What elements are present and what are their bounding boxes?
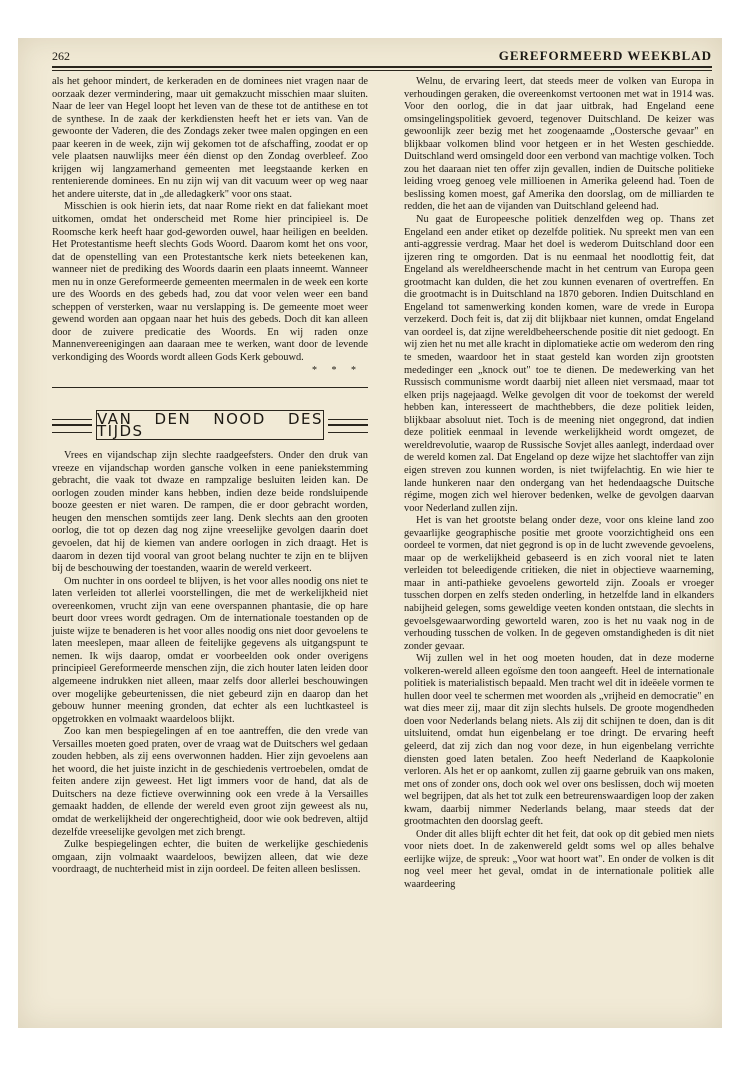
paragraph: Misschien is ook hierin iets, dat naar Rome riekt en dat faliekant moet uitkomen, omdat het onderscheid met Rome hier principieel is. De Roomsche kerk heeft haar god-geworden ouwel, haar heiligen en beelden. Het Protestantisme heeft slechts Gods Woord. Daarom komt het ons voor, dat de openstelling van een Protestantsche kerk niets beteekenen kan, wanneer niet de prediking des Woords daarin een plaats inneemt. Wanneer men nu in onze Gereformeerde gemeenten meermalen in de week een korte ure des Woords en des gebeds had, zou dat voor velen weer een band scheppen of versterken, waar nu verslapping is. De gemeente moet weer gewend worden aan opgaan naar het huis des gebeds. Doch dit kan alleen door de zuivere predicatie des Woords. En wij raden onze Mannenvereenigingen aan daaraan mee te werken, want door de levende verkondiging des Woords wordt alleen Gods Kerk gebouwd. (52, 201, 368, 364)
paragraph: Zoo kan men bespiegelingen af en toe aantreffen, die den vrede van Versailles moeten goed praten, over de vraag wat de Duitschers wel gedaan zouden hebben, als zij eens overwonnen hadden. Hier zijn gevoelens aan het woord, die het juiste inzicht in de geschiedenis vertroebelen, omdat de feiten andere zijn geweest. Het ligt immers voor de hand, dat als de Duitschers na deze fictieve overwinning ook een vrede à la Versailles gemaakt hadden, de ellende der wereld even groot zijn geweest als nu, omdat de werkelijkheid der ongerechtigheid, door wie ook bedreven, altijd dezelfde vreeselijke gevolgen met zich brengt. (52, 726, 368, 838)
section-heading (52, 410, 368, 440)
page-header (52, 46, 712, 64)
paragraph: Zulke bespiegelingen echter, die buiten de werkelijke geschiedenis omgaan, zijn volmaakt waardeloos, bewijzen alleen, dat wie deze voordraagt, de nuchterheid mist in zijn oordeel. De feiten alleen beslissen. (52, 839, 368, 876)
paragraph: Welnu, de ervaring leert, dat steeds meer de volken van Europa in verhoudingen geraken, die overeenkomst vertoonen met wat in 1914 was. Voor den oorlog, die in dat jaar uitbrak, had Engeland eene omsingelingspolitiek gevoerd, tegenover Duitschland. De keizer was gewoonlijk zeer bezig met het zoogenaamde „Oostersche gevaar" en blijkbaar volkomen blind voor hetgeen er in het Westen geschiedde. Duitschland werd omsingeld door een verbond van machtige volken. Toch zou het daaraan niet ten offer zijn gevallen, indien de Duitsche politieke leiding vroeg genoeg vele millioenen in Amerika geleend had. Toen de beslissing komen moest, gaf Amerika den doorslag, om de milliarden te redden, die het aan de vijanden van Duitschland geleend had. (404, 76, 714, 213)
paragraph: Nu gaat de Europeesche politiek denzelfden weg op. Thans zet Engeland een ander etiket op dezelfde politiek. Nu spreekt men van een anti-aggressie verdrag. Maar het doel is wederom Duitschland door een ijzeren ring te omgorden. Dat is nu eenmaal het noodlottig feit, dat Engeland als wereldheerschende macht in het centrum van Europa geen grootmacht kan dulden, die het zou kunnen evenaren of overtreffen. En die grootmacht is in Duitschland na 1870 geboren. Indien Duitschland en Engeland tot samenwerking konden komen, ware de vrede in Europa verzekerd. Doch feit is, dat zij dit blijkbaar niet kunnen, omdat Engeland van oordeel is, dat zijne wereldbeheerschende positie dit niet gedoogt. En wij zien het nu met alle kracht in diplomatieke actie om wederom den ring te smeden, waardoor het in staat gesteld kan worden zijn grootsten mededinger een „knock out" toe te dienen. De medewerking van het Russisch communisme wordt daarbij niet alleen niet versmaad, maar tot elken prijs nagejaagd. Welke gevolgen dit voor de toekomst der wereld hebben kan, interesseert de machthebbers, die deze politiek leiden, blijkbaar absoluut niet. Toch is de meening niet ongegrond, dat indien deze politiek eenmaal in levende werkelijkheid wordt omgezet, de wereldrevolutie, waarop de Russische Sovjet alles aanlegt, inderdaad over de wereld komen zal. Dat Engeland op deze wijze het slachtoffer van zijn eigen streven zou kunnen worden, is niet twijfelachtig. En wie hier te lande hunkeren naar den ondergang van het hedendaagsche Duitsche régime, mogen zich wel hierover bedenken, welke de gevolgen daarvan voor Nederland zullen zijn. (404, 214, 714, 514)
section-divider (52, 387, 368, 388)
left-column (52, 76, 368, 877)
section-title: VAN DEN NOOD DES TIJDS (97, 409, 323, 441)
right-column (404, 76, 714, 892)
section-stars: * * * (312, 364, 362, 376)
header-rule-thin (52, 70, 712, 71)
paragraph: Om nuchter in ons oordeel te blijven, is het voor alles noodig ons niet te laten verleiden tot allerlei voorstellingen, die met de werkelijkheid niet overeenkomen, vrucht zijn van eene overspannen phantasie, die op hare beurt door vrees wordt gedragen. Om de internationale toestanden op de juiste wijze te benaderen is het voor alles noodig ons niet door gevoelens te laten meeslepen, maar alleen de feitelijke gegevens als uitgangspunt te nemen. Ik wijs daarop, omdat er voorbeelden ook onder overigens principieel Gereformeerde menschen zijn, die zich houter laten leiden door algemeene indrukken niet alleen, maar zelfs door allerlei beschouwingen over mogelijke gebeurtenissen, die niet gebeurd zijn en daarop dan het gebouw hunner meening gronden, dat echter als een luchtkasteel is opgetrokken en volmaakt waardeloos blijkt. (52, 575, 368, 725)
journal-title: GEREFORMEERD WEEKBLAD (498, 48, 712, 63)
paragraph: als het gehoor mindert, de kerkeraden en de dominees niet vragen naar de oorzaak dezer vermindering, maar uit gemakzucht misschien maar sluiten. Naar de leer van Hegel loopt het leven van de these tot de antithese en tot de synthese. In de zaak der kerkdiensten heeft het er iets van. Van de gewoonte der Vaderen, die des Zondags zeker twee malen opgingen en een paar keeren in de week, zijn wij gekomen tot de afschaffing, zoodat er op vele plaatsen nauwlijks meer één dienst op den Zondag overbleef. Zoo krijgen wij langzamerhand gemeenten met leegstaande kerken en rentenierende dominees. En nu zijn wij van dit vacuum weer op weg naar het andere uiterste, dat in „de alledagkerk" voor ons staat. (52, 76, 368, 200)
heading-ornament-right (328, 419, 368, 433)
paragraph: Onder dit alles blijft echter dit het feit, dat ook op dit gebied men niets voor niets doet. In de zakenwereld geldt soms wel op alles behalve eerlijke wijze, de spreuk: „Voor wat hoort wat". En onder de volken is dit nog veel meer het geval, omdat in de internationale politiek alle waardeering (404, 828, 714, 890)
magazine-page (18, 38, 722, 1028)
page-number: 262 (52, 49, 70, 63)
paragraph: Het is van het grootste belang onder deze, voor ons kleine land zoo gevaarlijke geographische positie met groote voorzichtigheid ons een oordeel te vormen, dat niet gegrond is op in de lucht zwevende gevoelens, maar op de werkelijkheid gebaseerd is en zich vooral niet te laten verleiden tot beleedigende critieken, die niet in objectieve waarneming, maar in anti-pathieke gevoelens geworteld zijn. Zooals er vroeger tusschen dorpen en zelfs steden onderling, in hetzelfde land in elkanders nabijheid gelegen, soms geweldige veeten konden ontstaan, die slechts in gevoelsgewaarwording geworteld waren, zoo is het nu vaak nog in de verhouding tusschen de volken. In de gegeven omstandigheden is dit niet zonder gevaar. (404, 515, 714, 652)
heading-ornament-left (52, 419, 92, 433)
paragraph: Wij zullen wel in het oog moeten houden, dat in deze moderne volkeren-wereld alleen egoïsme den toon aangeeft. Heel de internationale politiek is materialistisch bepaald. Men tracht wel dit in ideëele vormen te hullen door veel te schermen met woorden als „vrijheid en democratie" en wat dies meer zij, maar dit zijn slechts hulsels. De groote mogendheden doen voor Nederlands belang niets. Als zij dit schijnen te doen, dan is dit uitsluitend, omdat hun eigenbelang er toe dringt. De ervaring heeft geleerd, dat zij zich dan nog voor deze, in hun eigenbelang verrichte diensten goed laten betalen. Zoo heeft Nederland de Kaapkolonie verloren. Als het er op aankomt, zullen zij gaarne gebruik van ons maken, met ons of zonder ons, doch ook wel over ons beslissen, doch wij moeten wel begrijpen, dat als het tot zulk een betreurenswaardigen loop der zaken kwam, daarbij nimmer Nederlands belang, maar steeds dat der grootmachten den doorslag geeft. (404, 653, 714, 828)
paragraph: Vrees en vijandschap zijn slechte raadgeefsters. Onder den druk van vreeze en vijandschap worden gansche volken in eene paniekstemming gebracht, die vaak tot dwaze en rampzalige besluiten leiden kan. De oorlogen zouden minder kans hebben, indien deze beide rondsluipende booze geesten er niet waren. De rampen, die er door gebracht worden, heugen den menschen somtijds zeer lang. Denk slechts aan den grooten oorlog, die tot op dezen dag nog zijne vreeselijke gevolgen daarin doet gevoelen, dat hij de kiemen van andere oorlogen in zich draagt. Het is daarom in dezen tijd vooral van groot belang nuchter te zijn en te blijven bij de beschouwing der toestanden, waarin de wereld verkeert. (52, 450, 368, 575)
header-rule (52, 66, 712, 68)
